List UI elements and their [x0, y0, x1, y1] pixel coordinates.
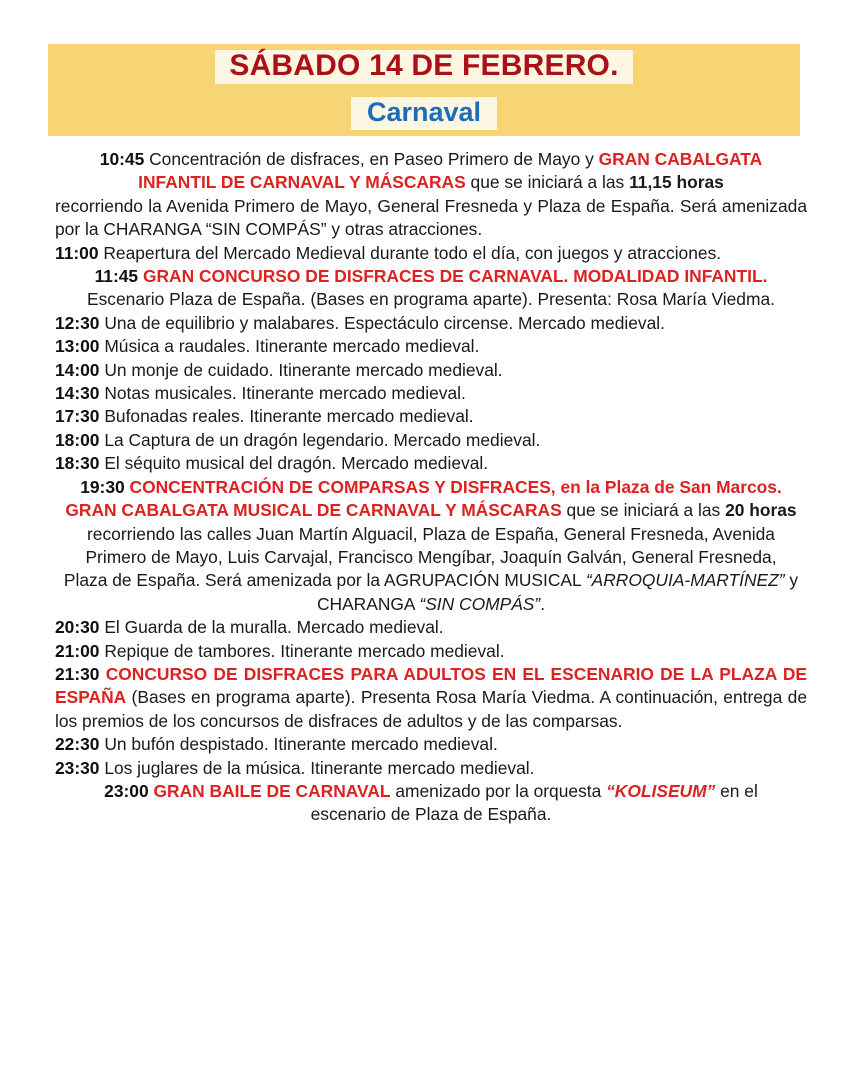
entry-time: 17:30 — [55, 406, 100, 427]
schedule-entry — [55, 452, 807, 475]
schedule-entry — [55, 733, 807, 756]
entry-time: 19:30 — [80, 476, 125, 497]
entry-text: recorriendo las calles Juan Martín Alguacil, Plaza de España, General Fresneda, Avenida Primero de Mayo, Luis Carvajal, Francisco Mengíbar, Joaquín Galván, General Fresneda, Plaza de España. Será amenizada por la AGRUPACIÓN MUSICAL — [63, 523, 777, 591]
header-subtitle-box — [351, 97, 497, 130]
entry-time: 20:30 — [55, 617, 100, 638]
entry-text: “ARROQUIA-MARTÍNEZ” — [585, 570, 785, 591]
entry-text: “KOLISEUM” — [606, 780, 716, 801]
header-title-row — [48, 44, 800, 90]
schedule-entry — [55, 242, 807, 265]
entry-text: Repique de tambores. Itinerante mercado medieval. — [99, 640, 505, 661]
schedule-entry — [55, 429, 807, 452]
entry-time: 10:45 — [99, 149, 145, 169]
entry-text: Un bufón despistado. Itinerante mercado medieval. — [99, 734, 498, 755]
entry-text: El séquito musical del dragón. Mercado medieval. — [99, 453, 489, 474]
entry-text: en el escenario de Plaza de España. — [310, 780, 758, 825]
entry-text: recorriendo la Avenida Primero de Mayo, General Fresneda y Plaza de España. Será amenizada por la CHARANGA “SIN COMPÁS” y otras atracciones. — [55, 195, 807, 240]
entry-time: 18:30 — [55, 453, 100, 474]
entry-text: La Captura de un dragón legendario. Mercado medieval. — [99, 429, 541, 450]
entry-text: “SIN COMPÁS” — [419, 593, 541, 614]
entry-text: y CHARANGA — [316, 570, 799, 614]
entry-text: Concentración de disfraces, en Paseo Primero de Mayo y — [144, 149, 599, 169]
entry-text: Una de equilibrio y malabares. Espectáculo circense. Mercado medieval. — [99, 312, 665, 333]
entry-text: Notas musicales. Itinerante mercado medieval. — [99, 383, 466, 404]
entry-text: CONCURSO DE DISFRACES PARA ADULTOS EN EL ESCENARIO DE LA PLAZA DE ESPAÑA — [55, 663, 807, 708]
schedule-entry — [55, 148, 807, 195]
entry-text: GRAN CONCURSO DE DISFRACES DE CARNAVAL. MODALIDAD INFANTIL. — [142, 266, 768, 287]
entry-text: 20 horas — [725, 500, 797, 521]
page-subtitle: Carnaval — [366, 96, 482, 127]
schedule-entry — [55, 359, 807, 382]
schedule-entry — [55, 780, 807, 827]
schedule-entry — [55, 265, 807, 312]
entry-text: que se iniciará a las — [561, 500, 726, 521]
schedule-entry — [55, 312, 807, 335]
schedule-entry — [55, 405, 807, 428]
entry-time: 22:30 — [55, 734, 100, 755]
program-schedule-list — [55, 148, 807, 827]
entry-text: Reapertura del Mercado Medieval durante todo el día, con juegos y atracciones. — [98, 242, 722, 263]
entry-time: 23:30 — [55, 757, 100, 778]
entry-time: 13:00 — [55, 336, 100, 357]
schedule-entry — [55, 476, 807, 616]
entry-time: 12:30 — [55, 312, 100, 333]
schedule-entry — [55, 195, 807, 242]
schedule-entry — [55, 335, 807, 358]
entry-text: Un monje de cuidado. Itinerante mercado medieval. — [99, 359, 503, 380]
entry-text: Música a raudales. Itinerante mercado medieval. — [99, 336, 480, 357]
entry-time: 14:30 — [55, 383, 100, 404]
entry-text: (Bases en programa aparte). Presenta Rosa María Viedma. A continuación, entrega de los premios de los concursos de disfraces de adultos y de las comparsas. — [55, 687, 807, 731]
entry-text: El Guarda de la muralla. Mercado medieval. — [99, 617, 444, 638]
header-banner — [48, 44, 800, 136]
schedule-entry — [55, 663, 807, 733]
header-subtitle-row — [48, 90, 800, 136]
entry-time: 21:30 — [55, 663, 100, 684]
entry-text: GRAN CABALGATA INFANTIL DE CARNAVAL Y MÁSCARAS — [138, 149, 763, 193]
schedule-entry — [55, 640, 807, 663]
entry-text: amenizado por la orquesta — [390, 780, 607, 801]
entry-time: 23:00 — [104, 780, 149, 801]
entry-text: GRAN BAILE DE CARNAVAL — [153, 780, 391, 801]
entry-time: 11:00 — [55, 242, 99, 263]
entry-text: 11,15 horas — [629, 172, 724, 193]
entry-text: Los juglares de la música. Itinerante mercado medieval. — [99, 757, 535, 778]
entry-text: que se iniciará a las — [465, 172, 630, 193]
page-title: SÁBADO 14 DE FEBRERO. — [229, 49, 619, 82]
entry-time: 11:45 — [94, 266, 139, 287]
entry-text: CONCENTRACIÓN DE COMPARSAS Y DISFRACES, en la Plaza de San Marcos. GRAN CABALGATA MUSICAL DE CARNAVAL Y MÁSCARAS — [65, 476, 782, 521]
schedule-entry — [55, 616, 807, 639]
entry-text: Bufonadas reales. Itinerante mercado medieval. — [99, 406, 474, 427]
schedule-entry — [55, 382, 807, 405]
entry-time: 18:00 — [55, 429, 100, 450]
entry-time: 21:00 — [55, 640, 100, 661]
header-title-box — [215, 50, 632, 84]
schedule-entry — [55, 757, 807, 780]
entry-time: 14:00 — [55, 359, 100, 380]
entry-text: . — [540, 593, 546, 614]
entry-text: Escenario Plaza de España. (Bases en programa aparte). Presenta: Rosa María Viedma. — [87, 289, 775, 310]
